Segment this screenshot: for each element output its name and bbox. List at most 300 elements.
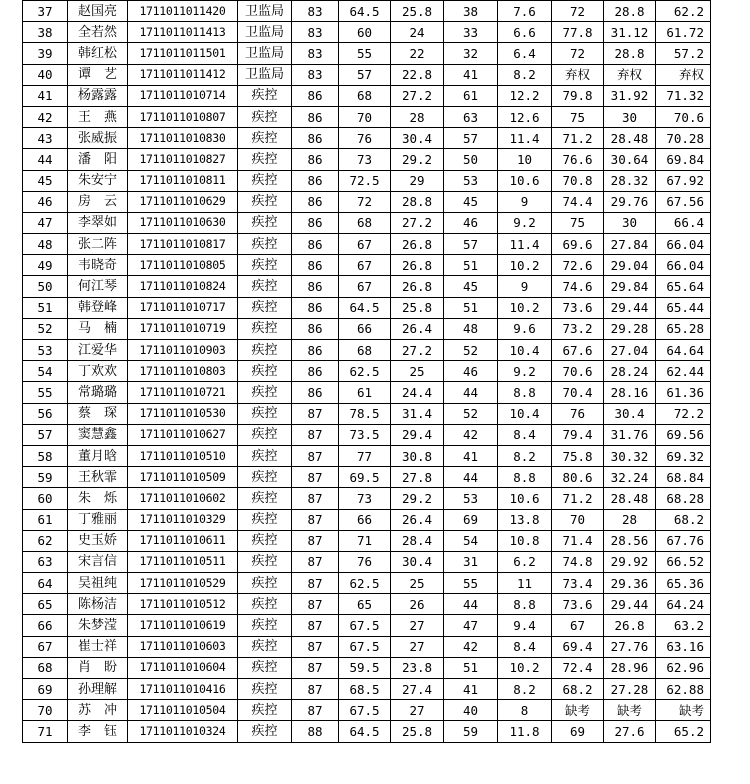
skill-score-cell: 31 [444, 551, 498, 572]
skill-weighted-cell: 11.8 [498, 721, 552, 742]
interview-weighted-cell: 31.92 [604, 85, 656, 106]
seq-cell: 58 [23, 445, 68, 466]
written-weighted-cell: 27 [391, 636, 444, 657]
interview-weighted-cell: 缺考 [604, 700, 656, 721]
unit-cell: 疾控 [238, 255, 292, 276]
total-score-cell: 64.64 [656, 340, 711, 361]
name-cell: 潘 阳 [68, 149, 128, 170]
written-weighted-cell: 26.8 [391, 234, 444, 255]
skill-weighted-cell: 8 [498, 700, 552, 721]
seq-cell: 57 [23, 424, 68, 445]
skill-weighted-cell: 6.2 [498, 551, 552, 572]
skill-weighted-cell: 9 [498, 191, 552, 212]
seq-cell: 41 [23, 85, 68, 106]
table-row [23, 721, 711, 742]
name-cell: 吴祖纯 [68, 573, 128, 594]
post-code-cell: 86 [292, 191, 339, 212]
table-row [23, 22, 711, 43]
name-cell: 韦晓奇 [68, 255, 128, 276]
skill-weighted-cell: 10.4 [498, 340, 552, 361]
interview-weighted-cell: 31.76 [604, 424, 656, 445]
unit-cell: 疾控 [238, 106, 292, 127]
exam-id-cell: 1711011010602 [128, 488, 238, 509]
exam-id-cell: 1711011010629 [128, 191, 238, 212]
exam-id-cell: 1711011010529 [128, 573, 238, 594]
exam-id-cell: 1711011010504 [128, 700, 238, 721]
interview-score-cell: 76.6 [552, 149, 604, 170]
exam-id-cell: 1711011010619 [128, 615, 238, 636]
written-score-cell: 68 [339, 85, 391, 106]
name-cell: 苏 冲 [68, 700, 128, 721]
interview-weighted-cell: 30 [604, 212, 656, 233]
written-weighted-cell: 26.4 [391, 509, 444, 530]
written-weighted-cell: 31.4 [391, 403, 444, 424]
total-score-cell: 65.2 [656, 721, 711, 742]
written-weighted-cell: 26.4 [391, 318, 444, 339]
table-row [23, 276, 711, 297]
skill-weighted-cell: 9.6 [498, 318, 552, 339]
seq-cell: 55 [23, 382, 68, 403]
name-cell: 赵国亮 [68, 1, 128, 22]
written-weighted-cell: 27.4 [391, 679, 444, 700]
interview-score-cell: 67.6 [552, 340, 604, 361]
exam-id-cell: 1711011010721 [128, 382, 238, 403]
total-score-cell: 68.28 [656, 488, 711, 509]
skill-score-cell: 46 [444, 212, 498, 233]
seq-cell: 66 [23, 615, 68, 636]
written-score-cell: 68.5 [339, 679, 391, 700]
skill-weighted-cell: 9.2 [498, 361, 552, 382]
post-code-cell: 87 [292, 530, 339, 551]
skill-score-cell: 33 [444, 22, 498, 43]
post-code-cell: 86 [292, 149, 339, 170]
skill-weighted-cell: 9.4 [498, 615, 552, 636]
name-cell: 史玉娇 [68, 530, 128, 551]
interview-weighted-cell: 28.48 [604, 488, 656, 509]
unit-cell: 疾控 [238, 636, 292, 657]
exam-id-cell: 1711011010717 [128, 297, 238, 318]
name-cell: 朱安宁 [68, 170, 128, 191]
table-row [23, 636, 711, 657]
written-score-cell: 64.5 [339, 721, 391, 742]
exam-id-cell: 1711011010903 [128, 340, 238, 361]
seq-cell: 54 [23, 361, 68, 382]
table-row [23, 255, 711, 276]
skill-score-cell: 69 [444, 509, 498, 530]
table-row [23, 212, 711, 233]
interview-weighted-cell: 29.04 [604, 255, 656, 276]
skill-weighted-cell: 10 [498, 149, 552, 170]
unit-cell: 疾控 [238, 149, 292, 170]
interview-score-cell: 74.6 [552, 276, 604, 297]
interview-weighted-cell: 27.76 [604, 636, 656, 657]
interview-score-cell: 67 [552, 615, 604, 636]
written-weighted-cell: 28.4 [391, 530, 444, 551]
interview-weighted-cell: 29.44 [604, 297, 656, 318]
exam-id-cell: 1711011011413 [128, 22, 238, 43]
interview-weighted-cell: 28.16 [604, 382, 656, 403]
total-score-cell: 63.2 [656, 615, 711, 636]
skill-score-cell: 52 [444, 340, 498, 361]
unit-cell: 疾控 [238, 212, 292, 233]
interview-score-cell: 80.6 [552, 467, 604, 488]
unit-cell: 疾控 [238, 382, 292, 403]
interview-score-cell: 74.4 [552, 191, 604, 212]
total-score-cell: 65.28 [656, 318, 711, 339]
written-score-cell: 67 [339, 276, 391, 297]
seq-cell: 50 [23, 276, 68, 297]
unit-cell: 疾控 [238, 297, 292, 318]
seq-cell: 37 [23, 1, 68, 22]
table-row [23, 170, 711, 191]
table-row [23, 128, 711, 149]
written-weighted-cell: 27.2 [391, 212, 444, 233]
unit-cell: 疾控 [238, 340, 292, 361]
interview-weighted-cell: 28 [604, 509, 656, 530]
unit-cell: 疾控 [238, 361, 292, 382]
skill-score-cell: 47 [444, 615, 498, 636]
unit-cell: 疾控 [238, 509, 292, 530]
exam-id-cell: 1711011010827 [128, 149, 238, 170]
seq-cell: 44 [23, 149, 68, 170]
interview-score-cell: 69 [552, 721, 604, 742]
post-code-cell: 86 [292, 234, 339, 255]
name-cell: 王秋霏 [68, 467, 128, 488]
post-code-cell: 86 [292, 340, 339, 361]
written-score-cell: 66 [339, 318, 391, 339]
name-cell: 丁雅丽 [68, 509, 128, 530]
score-table [22, 0, 711, 743]
interview-weighted-cell: 32.24 [604, 467, 656, 488]
interview-weighted-cell: 29.28 [604, 318, 656, 339]
name-cell: 房 云 [68, 191, 128, 212]
seq-cell: 46 [23, 191, 68, 212]
exam-id-cell: 1711011010603 [128, 636, 238, 657]
seq-cell: 49 [23, 255, 68, 276]
interview-score-cell: 71.2 [552, 128, 604, 149]
score-table-body [23, 1, 711, 743]
written-weighted-cell: 24 [391, 22, 444, 43]
total-score-cell: 69.32 [656, 445, 711, 466]
name-cell: 江爱华 [68, 340, 128, 361]
skill-score-cell: 57 [444, 128, 498, 149]
skill-weighted-cell: 6.4 [498, 43, 552, 64]
written-score-cell: 60 [339, 22, 391, 43]
seq-cell: 68 [23, 657, 68, 678]
interview-weighted-cell: 弃权 [604, 64, 656, 85]
exam-id-cell: 1711011010817 [128, 234, 238, 255]
interview-weighted-cell: 26.8 [604, 615, 656, 636]
written-weighted-cell: 22.8 [391, 64, 444, 85]
name-cell: 全若然 [68, 22, 128, 43]
seq-cell: 64 [23, 573, 68, 594]
unit-cell: 卫监局 [238, 22, 292, 43]
skill-weighted-cell: 11.4 [498, 234, 552, 255]
interview-weighted-cell: 27.6 [604, 721, 656, 742]
total-score-cell: 57.2 [656, 43, 711, 64]
unit-cell: 疾控 [238, 234, 292, 255]
interview-score-cell: 72 [552, 43, 604, 64]
interview-score-cell: 72.4 [552, 657, 604, 678]
post-code-cell: 86 [292, 297, 339, 318]
exam-id-cell: 1711011010416 [128, 679, 238, 700]
interview-weighted-cell: 29.36 [604, 573, 656, 594]
interview-weighted-cell: 28.32 [604, 170, 656, 191]
table-row [23, 700, 711, 721]
interview-score-cell: 弃权 [552, 64, 604, 85]
post-code-cell: 86 [292, 382, 339, 403]
interview-weighted-cell: 29.44 [604, 594, 656, 615]
post-code-cell: 86 [292, 361, 339, 382]
skill-score-cell: 52 [444, 403, 498, 424]
table-row [23, 530, 711, 551]
skill-weighted-cell: 11.4 [498, 128, 552, 149]
total-score-cell: 66.52 [656, 551, 711, 572]
name-cell: 马 楠 [68, 318, 128, 339]
seq-cell: 62 [23, 530, 68, 551]
skill-score-cell: 41 [444, 64, 498, 85]
interview-score-cell: 70 [552, 509, 604, 530]
exam-id-cell: 1711011010627 [128, 424, 238, 445]
post-code-cell: 87 [292, 445, 339, 466]
exam-id-cell: 1711011010530 [128, 403, 238, 424]
interview-score-cell: 71.4 [552, 530, 604, 551]
exam-id-cell: 1711011010803 [128, 361, 238, 382]
total-score-cell: 70.6 [656, 106, 711, 127]
skill-score-cell: 38 [444, 1, 498, 22]
skill-score-cell: 53 [444, 488, 498, 509]
total-score-cell: 68.84 [656, 467, 711, 488]
interview-weighted-cell: 28.48 [604, 128, 656, 149]
table-row [23, 679, 711, 700]
skill-score-cell: 45 [444, 276, 498, 297]
written-score-cell: 73 [339, 488, 391, 509]
post-code-cell: 86 [292, 128, 339, 149]
exam-id-cell: 1711011010510 [128, 445, 238, 466]
written-weighted-cell: 27 [391, 700, 444, 721]
written-score-cell: 55 [339, 43, 391, 64]
seq-cell: 70 [23, 700, 68, 721]
written-weighted-cell: 28.8 [391, 191, 444, 212]
exam-id-cell: 1711011010604 [128, 657, 238, 678]
post-code-cell: 87 [292, 488, 339, 509]
table-row [23, 551, 711, 572]
skill-weighted-cell: 13.8 [498, 509, 552, 530]
skill-weighted-cell: 10.2 [498, 297, 552, 318]
table-row [23, 509, 711, 530]
name-cell: 窦慧鑫 [68, 424, 128, 445]
written-score-cell: 66 [339, 509, 391, 530]
written-weighted-cell: 29.2 [391, 149, 444, 170]
interview-weighted-cell: 27.84 [604, 234, 656, 255]
total-score-cell: 72.2 [656, 403, 711, 424]
skill-score-cell: 42 [444, 636, 498, 657]
total-score-cell: 弃权 [656, 64, 711, 85]
exam-id-cell: 1711011010719 [128, 318, 238, 339]
skill-weighted-cell: 8.2 [498, 445, 552, 466]
interview-score-cell: 75.8 [552, 445, 604, 466]
table-row [23, 467, 711, 488]
seq-cell: 43 [23, 128, 68, 149]
skill-weighted-cell: 7.6 [498, 1, 552, 22]
interview-score-cell: 70.4 [552, 382, 604, 403]
post-code-cell: 86 [292, 255, 339, 276]
interview-score-cell: 73.6 [552, 297, 604, 318]
interview-weighted-cell: 28.56 [604, 530, 656, 551]
skill-weighted-cell: 8.8 [498, 594, 552, 615]
skill-score-cell: 32 [444, 43, 498, 64]
skill-weighted-cell: 8.4 [498, 424, 552, 445]
written-weighted-cell: 29 [391, 170, 444, 191]
name-cell: 韩红松 [68, 43, 128, 64]
skill-score-cell: 44 [444, 467, 498, 488]
table-row [23, 488, 711, 509]
written-weighted-cell: 28 [391, 106, 444, 127]
exam-id-cell: 1711011010811 [128, 170, 238, 191]
seq-cell: 59 [23, 467, 68, 488]
unit-cell: 疾控 [238, 551, 292, 572]
interview-score-cell: 68.2 [552, 679, 604, 700]
interview-score-cell: 69.4 [552, 636, 604, 657]
interview-weighted-cell: 27.28 [604, 679, 656, 700]
skill-weighted-cell: 11 [498, 573, 552, 594]
post-code-cell: 87 [292, 615, 339, 636]
table-row [23, 573, 711, 594]
unit-cell: 疾控 [238, 445, 292, 466]
skill-weighted-cell: 10.6 [498, 170, 552, 191]
post-code-cell: 86 [292, 276, 339, 297]
written-weighted-cell: 29.4 [391, 424, 444, 445]
table-row [23, 445, 711, 466]
unit-cell: 疾控 [238, 700, 292, 721]
exam-id-cell: 1711011010805 [128, 255, 238, 276]
written-score-cell: 68 [339, 212, 391, 233]
written-weighted-cell: 30.4 [391, 128, 444, 149]
seq-cell: 56 [23, 403, 68, 424]
total-score-cell: 65.64 [656, 276, 711, 297]
seq-cell: 60 [23, 488, 68, 509]
post-code-cell: 87 [292, 636, 339, 657]
unit-cell: 疾控 [238, 594, 292, 615]
seq-cell: 38 [23, 22, 68, 43]
unit-cell: 疾控 [238, 615, 292, 636]
table-row [23, 64, 711, 85]
name-cell: 杨露露 [68, 85, 128, 106]
written-score-cell: 61 [339, 382, 391, 403]
written-score-cell: 76 [339, 551, 391, 572]
name-cell: 董月晗 [68, 445, 128, 466]
skill-score-cell: 41 [444, 679, 498, 700]
seq-cell: 42 [23, 106, 68, 127]
skill-weighted-cell: 9 [498, 276, 552, 297]
table-row [23, 191, 711, 212]
written-weighted-cell: 30.4 [391, 551, 444, 572]
exam-id-cell: 1711011011501 [128, 43, 238, 64]
written-score-cell: 78.5 [339, 403, 391, 424]
table-row [23, 424, 711, 445]
written-weighted-cell: 27 [391, 615, 444, 636]
exam-id-cell: 1711011010830 [128, 128, 238, 149]
skill-score-cell: 51 [444, 255, 498, 276]
table-row [23, 149, 711, 170]
interview-score-cell: 69.6 [552, 234, 604, 255]
total-score-cell: 65.36 [656, 573, 711, 594]
written-score-cell: 62.5 [339, 361, 391, 382]
total-score-cell: 69.56 [656, 424, 711, 445]
skill-weighted-cell: 10.8 [498, 530, 552, 551]
name-cell: 陈杨洁 [68, 594, 128, 615]
interview-score-cell: 76 [552, 403, 604, 424]
name-cell: 朱 烁 [68, 488, 128, 509]
post-code-cell: 83 [292, 64, 339, 85]
skill-weighted-cell: 8.2 [498, 679, 552, 700]
interview-weighted-cell: 28.96 [604, 657, 656, 678]
skill-weighted-cell: 12.2 [498, 85, 552, 106]
post-code-cell: 87 [292, 594, 339, 615]
interview-score-cell: 73.6 [552, 594, 604, 615]
table-row [23, 657, 711, 678]
table-row [23, 234, 711, 255]
seq-cell: 61 [23, 509, 68, 530]
table-row [23, 594, 711, 615]
name-cell: 谭 艺 [68, 64, 128, 85]
name-cell: 李 钰 [68, 721, 128, 742]
total-score-cell: 缺考 [656, 700, 711, 721]
table-row [23, 403, 711, 424]
written-score-cell: 67.5 [339, 700, 391, 721]
table-row [23, 382, 711, 403]
post-code-cell: 86 [292, 85, 339, 106]
total-score-cell: 61.36 [656, 382, 711, 403]
exam-id-cell: 1711011010509 [128, 467, 238, 488]
interview-score-cell: 75 [552, 106, 604, 127]
written-score-cell: 68 [339, 340, 391, 361]
total-score-cell: 71.32 [656, 85, 711, 106]
skill-score-cell: 51 [444, 657, 498, 678]
written-weighted-cell: 26.8 [391, 255, 444, 276]
unit-cell: 疾控 [238, 276, 292, 297]
written-score-cell: 72.5 [339, 170, 391, 191]
interview-score-cell: 70.8 [552, 170, 604, 191]
written-weighted-cell: 25.8 [391, 297, 444, 318]
total-score-cell: 69.84 [656, 149, 711, 170]
exam-id-cell: 1711011010630 [128, 212, 238, 233]
unit-cell: 疾控 [238, 424, 292, 445]
table-row [23, 361, 711, 382]
skill-score-cell: 45 [444, 191, 498, 212]
interview-score-cell: 73.4 [552, 573, 604, 594]
written-weighted-cell: 23.8 [391, 657, 444, 678]
seq-cell: 40 [23, 64, 68, 85]
name-cell: 韩登峰 [68, 297, 128, 318]
interview-score-cell: 79.8 [552, 85, 604, 106]
interview-score-cell: 79.4 [552, 424, 604, 445]
name-cell: 宋言信 [68, 551, 128, 572]
total-score-cell: 67.76 [656, 530, 711, 551]
skill-weighted-cell: 10.2 [498, 255, 552, 276]
unit-cell: 疾控 [238, 318, 292, 339]
interview-score-cell: 77.8 [552, 22, 604, 43]
post-code-cell: 87 [292, 700, 339, 721]
interview-score-cell: 74.8 [552, 551, 604, 572]
skill-score-cell: 55 [444, 573, 498, 594]
written-weighted-cell: 27.2 [391, 85, 444, 106]
post-code-cell: 87 [292, 657, 339, 678]
skill-weighted-cell: 8.8 [498, 382, 552, 403]
interview-score-cell: 70.6 [552, 361, 604, 382]
interview-weighted-cell: 31.12 [604, 22, 656, 43]
post-code-cell: 87 [292, 509, 339, 530]
